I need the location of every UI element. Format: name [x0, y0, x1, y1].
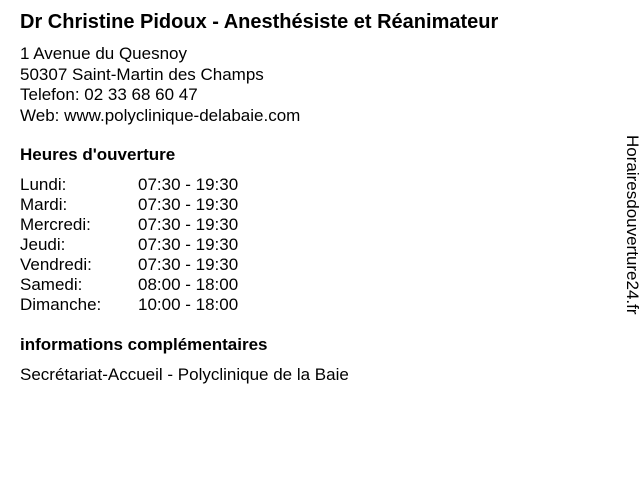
time-range: 08:00 - 18:00 [138, 275, 239, 294]
day-label: Samedi: [20, 275, 83, 294]
opening-hours-table [20, 175, 238, 315]
table-row [20, 235, 238, 255]
time-range: 07:30 - 19:30 [138, 175, 239, 194]
site-watermark: Horairesdouverture24.fr [623, 135, 642, 315]
table-row [20, 215, 238, 235]
time-range: 10:00 - 18:00 [138, 295, 239, 314]
website-text: Web: www.polyclinique-delabaie.com [20, 105, 301, 125]
table-row [20, 175, 238, 195]
table-row [20, 295, 238, 315]
phone-number: Telefon: 02 33 68 60 47 [20, 85, 198, 104]
time-range: 07:30 - 19:30 [138, 255, 239, 274]
day-label: Mardi: [20, 195, 68, 214]
time-range: 07:30 - 19:30 [138, 215, 239, 234]
table-row [20, 195, 238, 215]
day-label: Vendredi: [20, 255, 92, 274]
additional-info-text: Secrétariat-Accueil - Polyclinique de la Baie [20, 365, 349, 384]
time-range: 07:30 - 19:30 [138, 235, 239, 254]
table-row [20, 255, 238, 275]
time-range: 07:30 - 19:30 [138, 195, 239, 214]
table-row [20, 275, 238, 295]
street-address: 1 Avenue du Quesnoy [20, 44, 187, 63]
day-label: Dimanche: [20, 295, 102, 314]
city-address: 50307 Saint-Martin des Champs [20, 64, 264, 84]
day-label: Lundi: [20, 175, 67, 194]
page-title: Dr Christine Pidoux - Anesthésiste et Réanimateur [20, 11, 499, 33]
address-block [20, 44, 300, 126]
additional-info-heading: informations complémentaires [20, 335, 268, 354]
day-label: Jeudi: [20, 235, 66, 254]
day-label: Mercredi: [20, 215, 91, 234]
opening-hours-heading: Heures d'ouverture [20, 145, 176, 164]
